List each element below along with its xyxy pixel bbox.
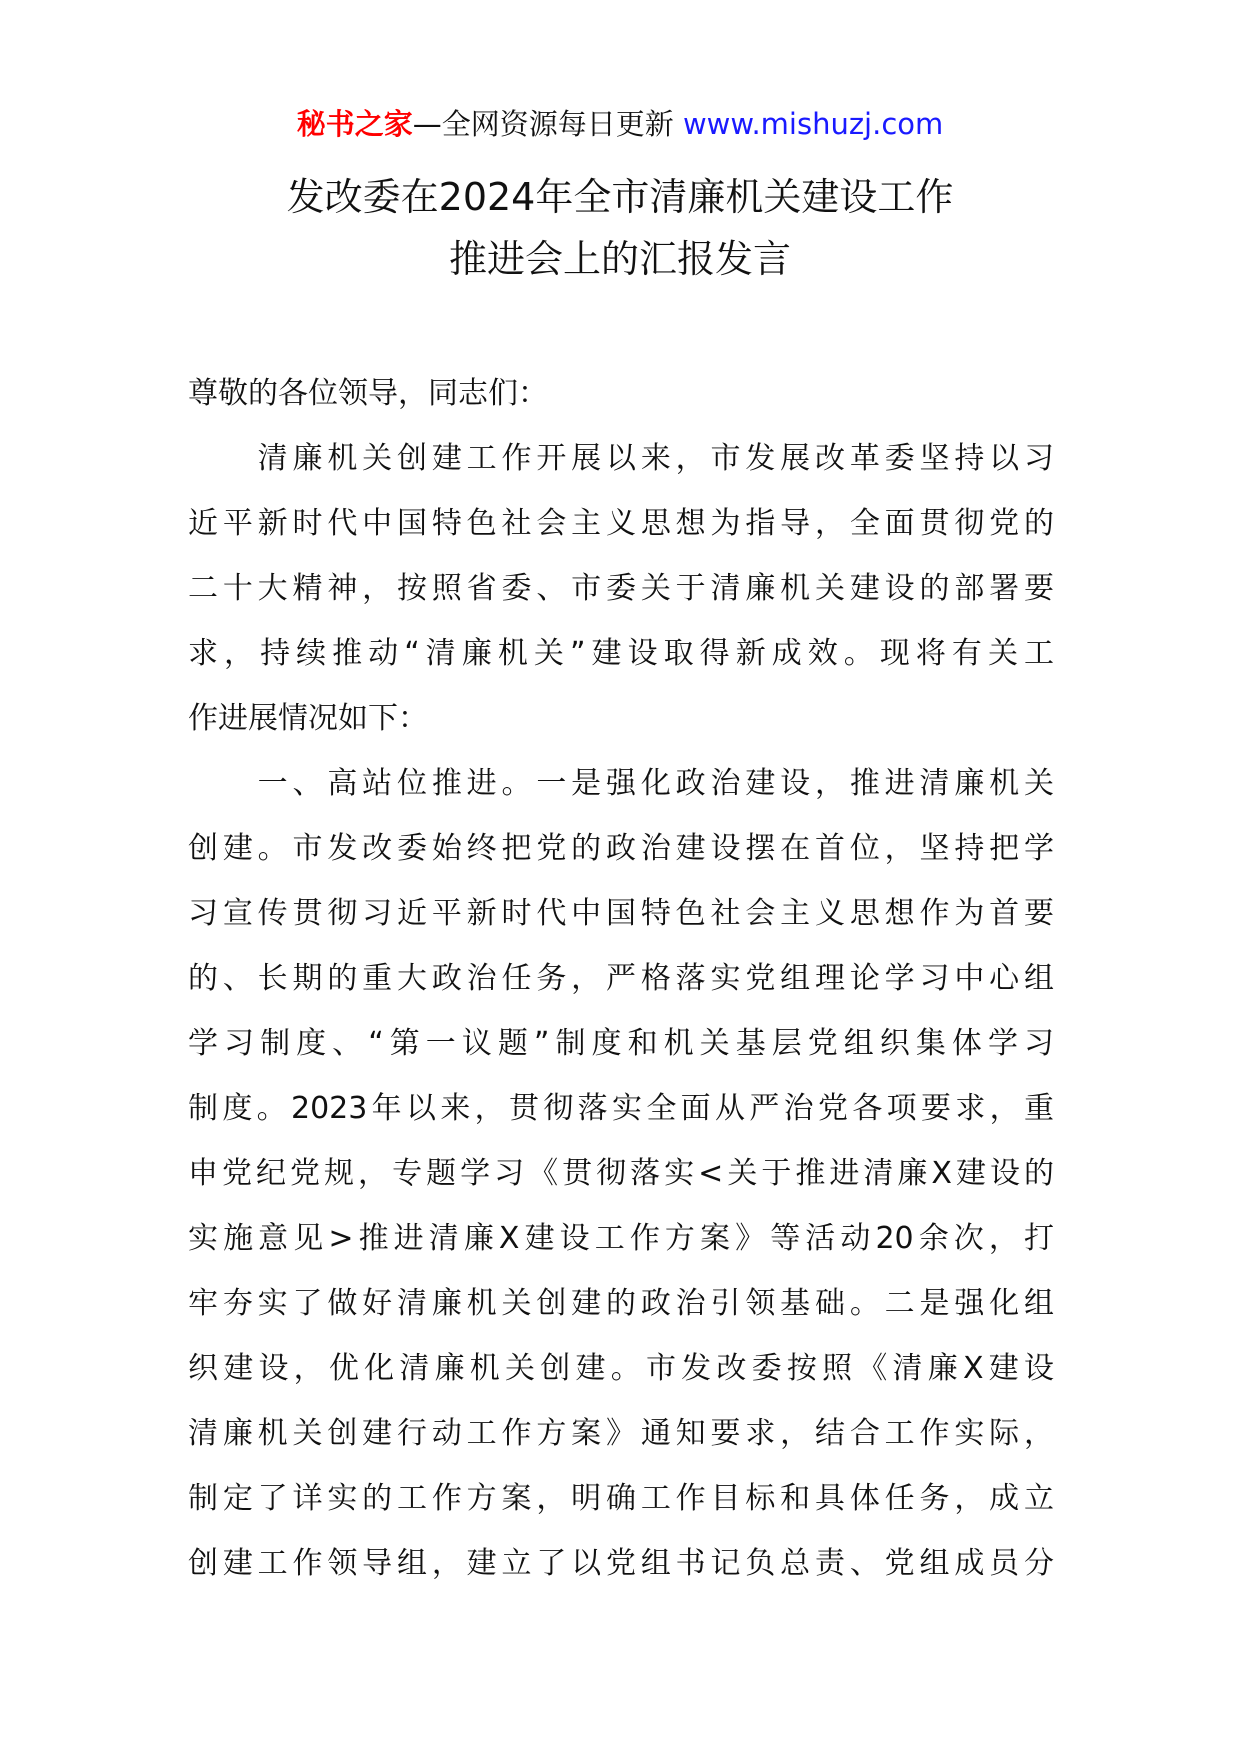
site-url-link[interactable]: www.mishuzj.com [682, 107, 944, 141]
body-line: 求，持续推动“清廉机关”建设取得新成效。现将有关工 [188, 636, 1054, 671]
body-line: 制度。2023年以来，贯彻落实全面从严治党各项要求，重 [188, 1091, 1054, 1126]
body-line: 织建设，优化清廉机关创建。市发改委按照《清廉X建设 [188, 1351, 1054, 1386]
body-line: 一、高站位推进。一是强化政治建设，推进清廉机关 [188, 766, 1054, 801]
header-tagline: —全网资源每日更新 [412, 107, 674, 141]
document-body [188, 361, 1054, 1596]
body-line: 制定了详实的工作方案，明确工作目标和具体任务，成立 [188, 1481, 1054, 1516]
document-title [0, 166, 1240, 290]
body-line: 清廉机关创建行动工作方案》通知要求，结合工作实际， [188, 1416, 1054, 1451]
body-line: 创建。市发改委始终把党的政治建设摆在首位，坚持把学 [188, 831, 1054, 866]
salutation: 尊敬的各位领导，同志们： [188, 376, 548, 411]
body-line: 牢夯实了做好清廉机关创建的政治引领基础。二是强化组 [188, 1286, 1054, 1321]
title-line-2: 推进会上的汇报发言 [448, 237, 791, 281]
body-line: 实施意见>推进清廉X建设工作方案》等活动20余次，打 [188, 1221, 1054, 1256]
body-line: 学习制度、“第一议题”制度和机关基层党组织集体学习 [188, 1026, 1054, 1061]
site-header [0, 104, 1240, 144]
body-line: 创建工作领导组，建立了以党组书记负总责、党组成员分 [188, 1546, 1054, 1581]
body-line: 清廉机关创建工作开展以来，市发展改革委坚持以习 [188, 441, 1054, 476]
body-line: 二十大精神，按照省委、市委关于清廉机关建设的部署要 [188, 571, 1054, 606]
brand-name: 秘书之家 [296, 107, 413, 141]
body-line: 习宣传贯彻习近平新时代中国特色社会主义思想作为首要 [188, 896, 1054, 931]
body-line: 作进展情况如下： [188, 701, 428, 736]
title-line-1: 发改委在2024年全市清廉机关建设工作 [286, 175, 954, 219]
body-line: 近平新时代中国特色社会主义思想为指导，全面贯彻党的 [188, 506, 1054, 541]
body-line: 的、长期的重大政治任务，严格落实党组理论学习中心组 [188, 961, 1054, 996]
body-line: 申党纪党规，专题学习《贯彻落实<关于推进清廉X建设的 [188, 1156, 1054, 1191]
